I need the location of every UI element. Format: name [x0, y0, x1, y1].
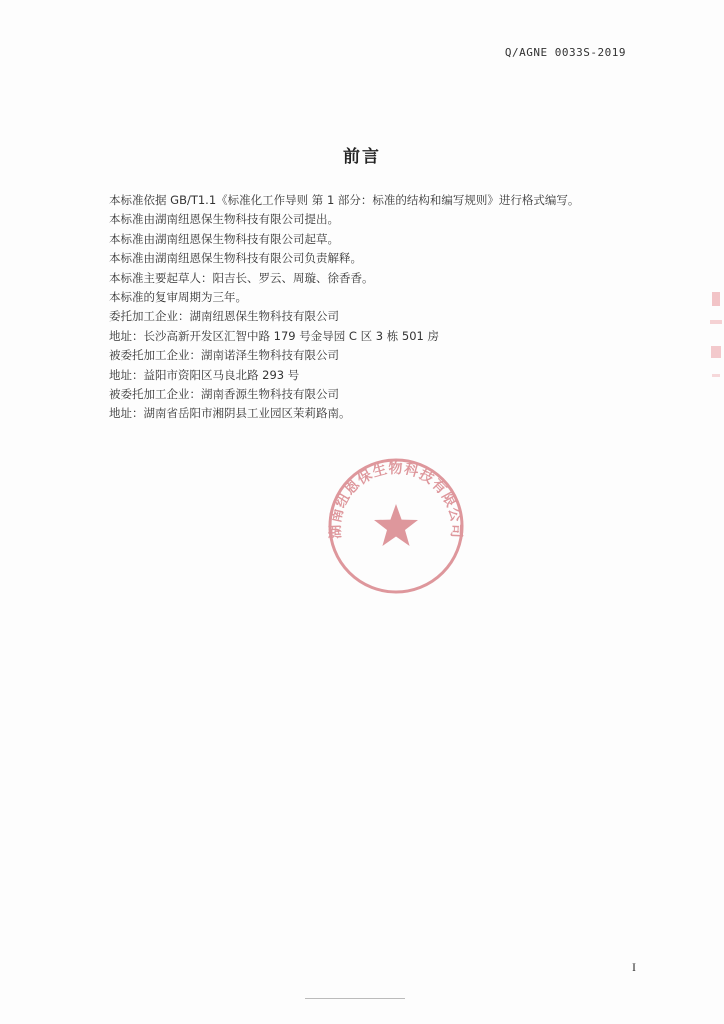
- preface-line: 地址：长沙高新开发区汇智中路 179 号金导园 C 区 3 栋 501 房: [109, 328, 439, 343]
- preface-line: 本标准的复审周期为三年。: [109, 290, 247, 305]
- company-seal: [326, 456, 466, 596]
- preface-line: 被委托加工企业：湖南香源生物科技有限公司: [109, 387, 339, 402]
- standard-code: Q/AGNE 0033S-2019: [504, 46, 626, 59]
- preface-body: [109, 191, 649, 424]
- seal-star-icon: [374, 504, 418, 546]
- preface-line: 本标准依据 GB/T1.1《标准化工作导则 第 1 部分：标准的结构和编写规则》进行格式编写。: [109, 193, 580, 207]
- page-title: 前言: [343, 147, 381, 167]
- preface-line: 本标准主要起草人：阳吉长、罗云、周璇、徐香香。: [109, 270, 374, 285]
- page-number: I: [632, 960, 636, 974]
- preface-line: 地址：湖南省岳阳市湘阴县工业园区茉莉路南。: [109, 406, 351, 421]
- seal-text: 湖南纽恩保生物科技有限公司: [327, 460, 465, 540]
- preface-line: 委托加工企业：湖南纽恩保生物科技有限公司: [109, 309, 339, 324]
- preface-line: 地址：益阳市资阳区马良北路 293 号: [109, 367, 300, 382]
- preface-line: 本标准由湖南纽恩保生物科技有限公司负责解释。: [109, 251, 362, 266]
- binding-edge-mark: [708, 290, 724, 390]
- preface-line: 本标准由湖南纽恩保生物科技有限公司起草。: [109, 231, 339, 246]
- footer-divider: [305, 998, 405, 999]
- preface-line: 本标准由湖南纽恩保生物科技有限公司提出。: [109, 212, 339, 227]
- preface-line: 被委托加工企业：湖南诺泽生物科技有限公司: [109, 348, 339, 363]
